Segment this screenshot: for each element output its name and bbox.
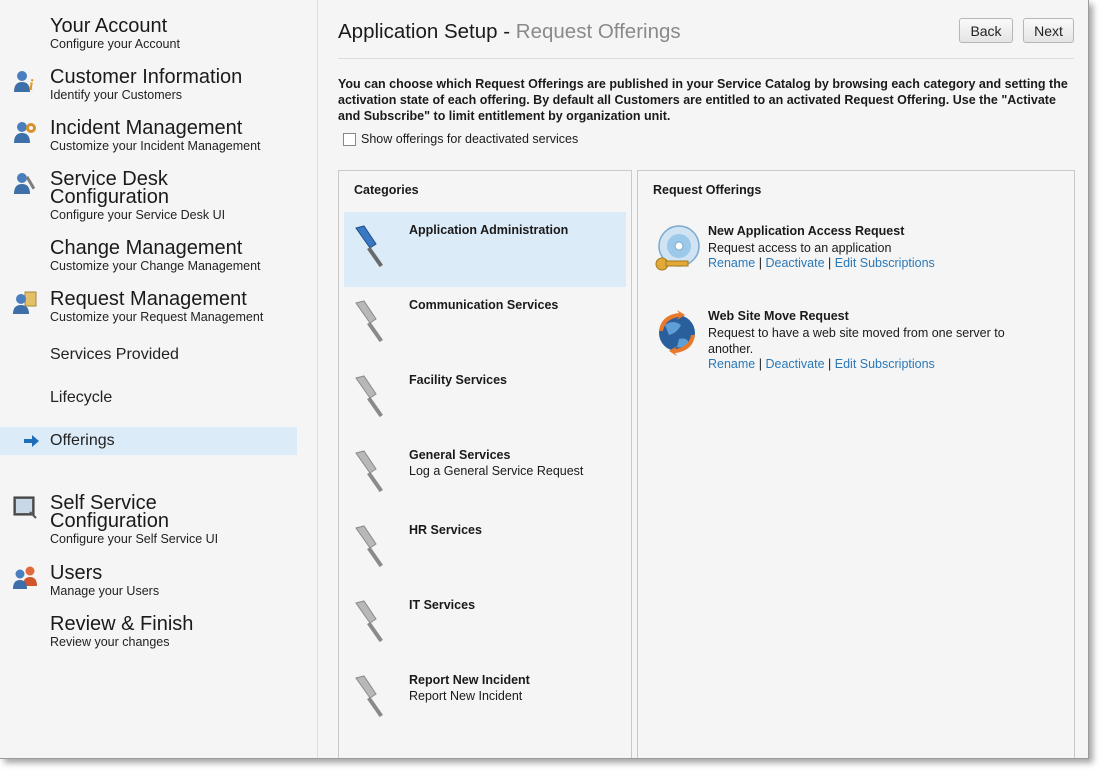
nav-review-finish[interactable] — [0, 609, 297, 657]
screwdriver-gray-icon — [350, 372, 400, 422]
category-desc: Log a General Service Request — [409, 464, 584, 478]
incident-management-icon — [12, 119, 38, 145]
description-text: You can choose which Request Offerings are published in your Service Catalog by browsing each category and setting the activation state of each offering. By default all Customers are entitled to an activated Request Offering. Use the "Activate and Subscribe" to limit entitlement by organization unit. — [338, 77, 1068, 123]
category-title: General Services — [409, 448, 511, 462]
nav-services-provided[interactable]: Services Provided — [50, 346, 179, 363]
offering-desc: Request to have a web site moved from one server to another. — [708, 326, 1005, 356]
category-item-report-new-incident[interactable] — [344, 662, 626, 737]
main-content — [318, 0, 1088, 758]
screwdriver-gray-icon — [350, 597, 400, 647]
nav-customer-information-sub: Identify your Customers — [50, 88, 182, 102]
customer-info-icon — [12, 68, 38, 94]
nav-self-service-title-1: Self Service — [50, 492, 157, 514]
edit-subscriptions-link[interactable]: Edit Subscriptions — [834, 256, 935, 270]
sidebar — [0, 0, 318, 758]
category-item-it-services[interactable] — [344, 587, 626, 662]
request-management-icon — [12, 290, 38, 316]
link-separator: | — [828, 256, 832, 270]
nav-change-management[interactable] — [0, 233, 297, 281]
users-icon — [12, 564, 38, 590]
nav-your-account-sub: Configure your Account — [50, 37, 180, 51]
page-title-main: Application Setup - — [338, 20, 516, 43]
screwdriver-gray-icon — [350, 297, 400, 347]
show-deactivated-option[interactable] — [343, 132, 578, 146]
service-desk-icon — [12, 170, 38, 196]
nav-incident-management-sub: Customize your Incident Management — [50, 139, 261, 153]
rename-link[interactable]: Rename — [708, 256, 756, 270]
screwdriver-gray-icon — [350, 522, 400, 572]
cd-key-icon — [653, 224, 701, 272]
categories-heading: Categories — [354, 183, 419, 197]
nav-self-service-sub: Configure your Self Service UI — [50, 532, 219, 546]
nav-incident-management[interactable] — [0, 113, 297, 161]
category-desc: Report New Incident — [409, 689, 523, 703]
nav-service-desk-title-2: Configuration — [50, 186, 169, 208]
screwdriver-blue-icon — [350, 222, 400, 272]
globe-move-icon — [653, 309, 701, 357]
nav-customer-information[interactable] — [0, 62, 297, 110]
page-title-subtitle: Request Offerings — [515, 20, 681, 43]
nav-request-management-sub: Customize your Request Management — [50, 310, 264, 324]
category-title: Application Administration — [409, 223, 569, 237]
svg-text:i: i — [29, 77, 34, 94]
offering-title: New Application Access Request — [708, 224, 905, 238]
category-item-application-administration[interactable] — [344, 212, 626, 287]
deactivate-link[interactable]: Deactivate — [765, 256, 825, 270]
nav-service-desk-title-1: Service Desk — [50, 168, 168, 190]
category-title: Report New Incident — [409, 673, 530, 687]
offering-item — [653, 224, 1073, 280]
offering-title: Web Site Move Request — [708, 309, 849, 323]
category-title: Facility Services — [409, 373, 507, 387]
category-title: Communication Services — [409, 298, 559, 312]
category-item-facility-services[interactable] — [344, 362, 626, 437]
categories-panel — [338, 170, 632, 759]
category-item-communication-services[interactable] — [344, 287, 626, 362]
nav-lifecycle[interactable]: Lifecycle — [50, 389, 113, 406]
nav-self-service-title-2: Configuration — [50, 510, 169, 532]
edit-subscriptions-link[interactable]: Edit Subscriptions — [834, 357, 935, 371]
show-deactivated-checkbox[interactable] — [343, 133, 356, 146]
nav-your-account-title: Your Account — [50, 15, 168, 37]
offerings-heading: Request Offerings — [653, 183, 762, 197]
nav-self-service-configuration[interactable] — [0, 488, 297, 554]
category-title: HR Services — [409, 523, 482, 537]
nav-service-desk-sub: Configure your Service Desk UI — [50, 208, 226, 222]
rename-link[interactable]: Rename — [708, 357, 756, 371]
page-title — [338, 20, 681, 44]
next-button[interactable]: Next — [1023, 18, 1074, 43]
nav-change-management-title: Change Management — [50, 237, 243, 259]
self-service-icon — [12, 494, 38, 520]
category-title: IT Services — [409, 598, 476, 612]
nav-request-management[interactable] — [0, 284, 297, 332]
link-separator: | — [828, 357, 832, 371]
header-divider — [338, 58, 1074, 59]
offering-links — [708, 256, 935, 270]
nav-users[interactable] — [0, 558, 297, 606]
nav-request-management-title: Request Management — [50, 288, 247, 310]
nav-offerings-row[interactable] — [0, 427, 297, 455]
nav-users-sub: Manage your Users — [50, 584, 160, 598]
screwdriver-gray-icon — [350, 672, 400, 722]
nav-customer-information-title: Customer Information — [50, 66, 243, 88]
deactivate-link[interactable]: Deactivate — [765, 357, 825, 371]
back-button[interactable]: Back — [959, 18, 1013, 43]
nav-users-title: Users — [50, 562, 103, 584]
offering-links — [708, 357, 935, 371]
nav-review-finish-title: Review & Finish — [50, 613, 194, 635]
nav-incident-management-title: Incident Management — [50, 117, 243, 139]
screwdriver-gray-icon — [350, 447, 400, 497]
arrow-right-icon — [24, 434, 40, 448]
offerings-panel — [637, 170, 1075, 759]
offering-desc: Request access to an application — [708, 241, 892, 255]
nav-offerings[interactable]: Offerings — [50, 432, 115, 449]
offering-item — [653, 309, 1073, 369]
link-separator: | — [758, 256, 762, 270]
show-deactivated-label: Show offerings for deactivated services — [361, 132, 579, 146]
nav-service-desk-configuration[interactable] — [0, 164, 297, 230]
nav-change-management-sub: Customize your Change Management — [50, 259, 261, 273]
category-item-hr-services[interactable] — [344, 512, 626, 587]
nav-review-finish-sub: Review your changes — [50, 635, 170, 649]
link-separator: | — [758, 357, 762, 371]
category-item-general-services[interactable] — [344, 437, 626, 512]
nav-your-account[interactable] — [0, 0, 297, 60]
